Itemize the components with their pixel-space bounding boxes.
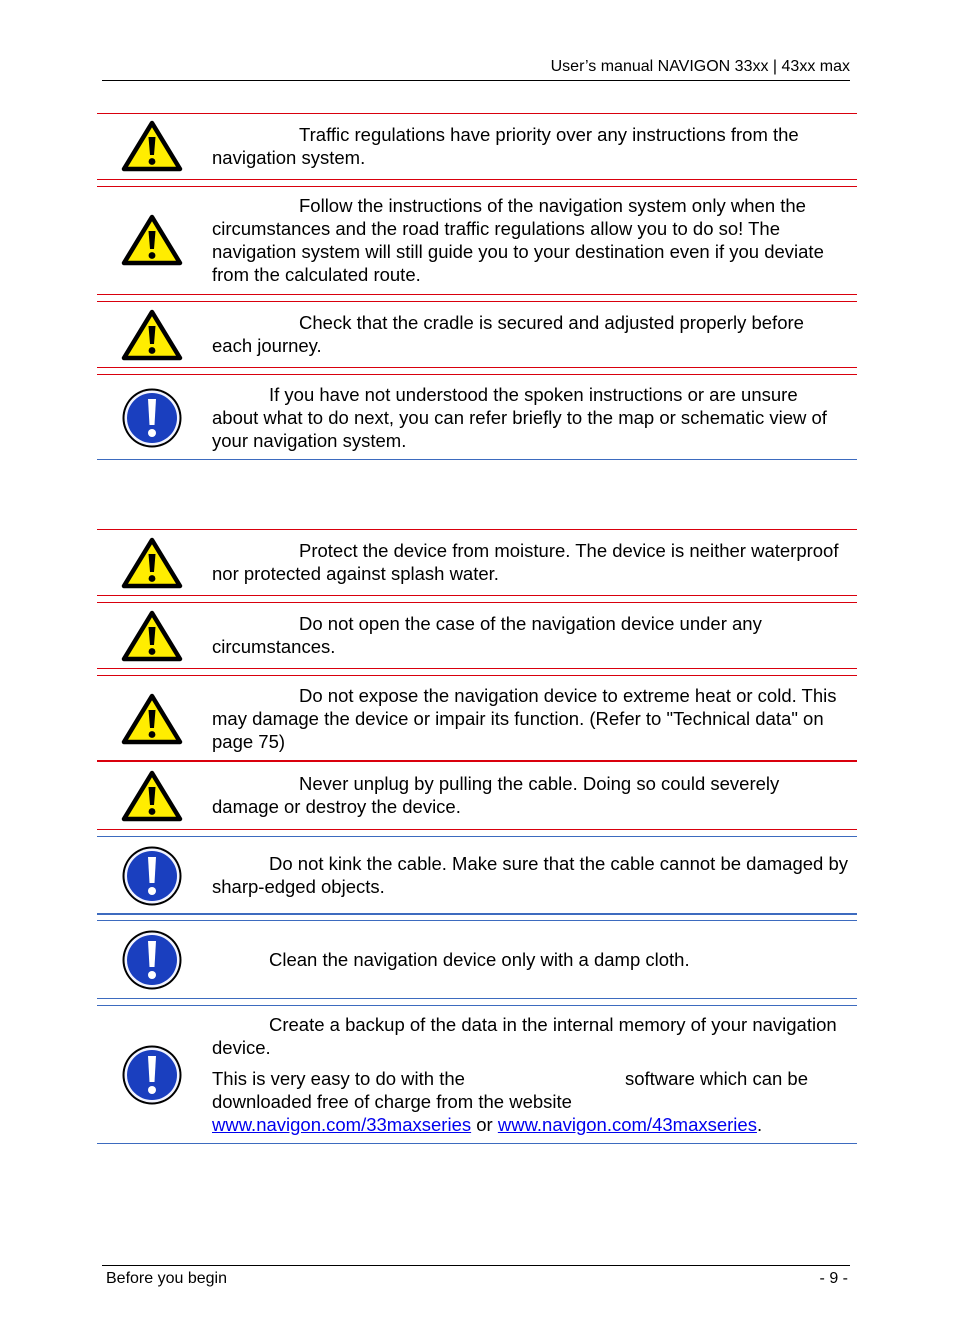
warning-note [97,529,857,596]
warning-note [97,602,857,669]
note-text: software which can be downloaded free of charge from the website [212,1068,808,1112]
note-text: Clean the navigation device only with a damp cloth. [269,949,690,970]
note-text: or [476,1114,493,1135]
info-note [97,836,857,915]
warning-triangle-icon [121,214,183,266]
note-text: Check that the cradle is secured and adjusted properly before each journey. [212,312,804,356]
note-text: Create a backup of the data in the internal memory of your navigation device. [212,1014,837,1058]
footer-section: Before you begin [106,1270,227,1287]
website-link-33max[interactable]: www.navigon.com/33maxseries [212,1114,472,1135]
warning-note [97,186,857,295]
note-text: . [756,1114,763,1135]
info-note [97,920,857,999]
exclamation-circle-icon [121,387,183,449]
exclamation-circle-icon [121,929,183,991]
note-text: Do not kink the cable. Make sure that the cable cannot be damaged by sharp-edged objects. [212,853,849,897]
note-text: Traffic regulations have priority over any instructions from the navigation system. [212,124,799,168]
header-title: User’s manual NAVIGON 33xx | 43xx max [550,58,850,75]
warning-triangle-icon [121,693,183,745]
note-text: Never unplug by pulling the cable. Doing so could severely damage or destroy the device. [212,773,780,817]
note-text: Protect the device from moisture. The device is neither waterproof nor protected against splash water. [212,540,839,584]
warning-note [97,762,857,830]
page-number: - 9 - [819,1270,848,1287]
info-note [97,374,857,460]
note-text: Follow the instructions of the navigation system only when the circumstances and the road traffic regulations allow you to do so! The navigation system will still guide you to your destination even if you deviate from the calculated route. [212,195,824,285]
warning-triangle-icon [121,537,183,589]
warning-triangle-icon [121,120,183,172]
warning-note [97,113,857,180]
info-note [97,1005,857,1144]
warning-triangle-icon [121,610,183,662]
note-text: Do not expose the navigation device to extreme heat or cold. This may damage the device or impair its function. (Refer to "Technical data" on page 75) [212,685,837,752]
warning-triangle-icon [121,770,183,822]
warning-triangle-icon [121,309,183,361]
exclamation-circle-icon [121,845,183,907]
exclamation-circle-icon [121,1044,183,1106]
note-text: Do not open the case of the navigation device under any circumstances. [212,613,762,657]
warning-note [97,675,857,762]
website-link-43max[interactable]: www.navigon.com/43maxseries [497,1114,757,1135]
note-text: If you have not understood the spoken instructions or are unsure about what to do next, you can refer briefly to the map or schematic view of your navigation system. [212,384,827,451]
note-text: This is very easy to do with the [212,1068,465,1089]
page-header [102,56,850,81]
page-footer [102,1265,850,1292]
warning-note [97,301,857,368]
